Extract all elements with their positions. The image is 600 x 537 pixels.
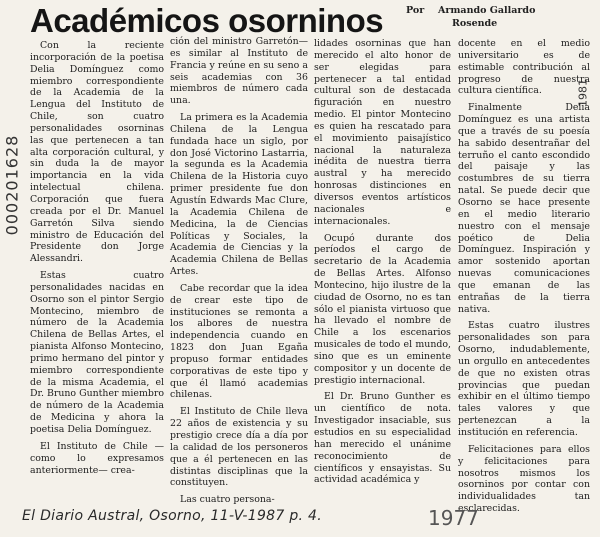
archive-code-stamp [2, 110, 22, 260]
handwritten-source-note: El Diario Austral, Osorno, 11-V-1987 p. 4. [22, 508, 322, 524]
article-column-2 [170, 36, 308, 504]
article-column-4 [458, 38, 590, 515]
paragraph: ción del ministro Garretón— es similar al Instituto de Francia y reúne en su seno a seis academias con 36 miembros de número cada una. [170, 36, 308, 107]
paragraph: El Instituto de Chile lleva 22 años de existencia y su prestigio crece día a día por la calidad de los personeros que a él pertenecen en las distintas disciplinas que la constituyen. [170, 406, 308, 489]
paragraph: Con la reciente incorporación de la poetisa Delia Domínguez como miembro correspondiente de la Academia de la Lengua del Instituto de Chile, son cuatro personalidades osorninas las que pertenecen a tan alta corporación cultural, y sin duda la de mayor importancia en la vida intelectual chilena. Corporación que fuera creada por el Dr. Manuel Garretón Silva siendo ministro de Educación del Presidente don Jorge Alessandri. [30, 40, 164, 265]
paragraph: La primera es la Academia Chilena de la Lengua fundada hace un siglo, por don José Victorino Lastarria, la segunda es la Academia Chilena de la Historia cuyo primer presidente fue don Agustín Edwards Mac Clure, la Academia Chilena de Medicina, la de Ciencias Políticas y Sociales, la Academia de Ciencias y la Academia Chilena de Bellas Artes. [170, 112, 308, 278]
byline-prefix: Por [406, 5, 425, 16]
article-column-1 [30, 40, 164, 505]
paragraph: Las cuatro persona- [180, 494, 275, 506]
article-headline: Académicos osorninos [30, 2, 384, 39]
margin-year-text: 1981 [576, 79, 590, 107]
paragraph: Finalmente Delia Domínguez es una artista que a través de su poesía ha sabido desentrañar del terruño el canto escondido del paisaje y las costumbres de su tierra natal. Se puede decir que Osorno se hace presente en el medio literario nuestro con el mensaje poético de Delia Domínguez. Inspiración y amor sostenido aportan nuevas comunicaciones que emanan de las entrañas de la tierra nativa. [458, 102, 590, 315]
paragraph: Ocupó durante dos períodos el cargo de secretario de la Academia de Bellas Artes. Alfonso Montecino, hijo ilustre de la ciudad de Osorno, no es tan sólo el pianista virtuoso que ha llevado el nombre de Chile a los escenarios musicales de todo el mundo, sino que es un eminente compositor y un docente de prestigio internacional. [314, 232, 451, 386]
archive-code-text: 000201628 [2, 134, 22, 236]
handwritten-year-note: 1977 [428, 506, 479, 530]
paragraph: El Dr. Bruno Gunther es un científico de nota. Investigador insaciable, sus estudios en su especialidad han merecido el unánime reconocimiento de científicos y ensayistas. Su actividad académica y [314, 391, 451, 486]
paragraph: Cabe recordar que la idea de crear este tipo de instituciones se remonta a los albores de nuestra independencia cuando en 1823 don Juan Egaña propuso formar entidades corporativas de este tipo y que él llamó academias chilenas. [170, 282, 308, 401]
paragraph: El Instituto de Chile —como lo expresamos anteriormente— crea- [30, 440, 164, 476]
article-column-3 [314, 38, 451, 504]
paragraph: Estas cuatro personalidades nacidas en Osorno son el pintor Sergio Montecino, miembro de número de la Academia Chilena de Bellas Artes, el pianista Alfonso Montecino, primo hermano del pintor y miembro correspondiente de la misma Academia, el Dr. Bruno Gunther miembro de número de la Academia de Medicina y ahora la poetisa Delia Domínguez. [30, 270, 164, 435]
author-name-line2: Rosende [452, 18, 498, 29]
paragraph: Felicitaciones para ellos y felicitaciones para nosotros mismos los osorninos por contar con individualidades tan esclarecidas. [458, 443, 590, 515]
paragraph: lidades osorninas que han merecido el alto honor de ser elegidas para pertenecer a tal entidad cultural son de destacada figuración en nuestro medio. El pintor Montecino es quien ha rescatado para el movimiento paisajístico nacional la naturaleza inédita de nuestra tierra austral y ha merecido honrosas distinciones en diversos eventos artísticos nacionales e internacionales. [314, 38, 451, 227]
paragraph: Estas cuatro ilustres personalidades son para Osorno, indudablemente, un orgullo en antecedentes de que no existen otras provincias que puedan exhibir en el último tiempo tales valores y que pertenezcan a la institución en referencia. [458, 320, 590, 438]
byline [406, 4, 536, 30]
author-name-line1: Armando Gallardo [438, 5, 536, 16]
paragraph: docente en el medio universitario es de estimable contribución al progreso de nuestra cultura científica. [458, 38, 590, 97]
